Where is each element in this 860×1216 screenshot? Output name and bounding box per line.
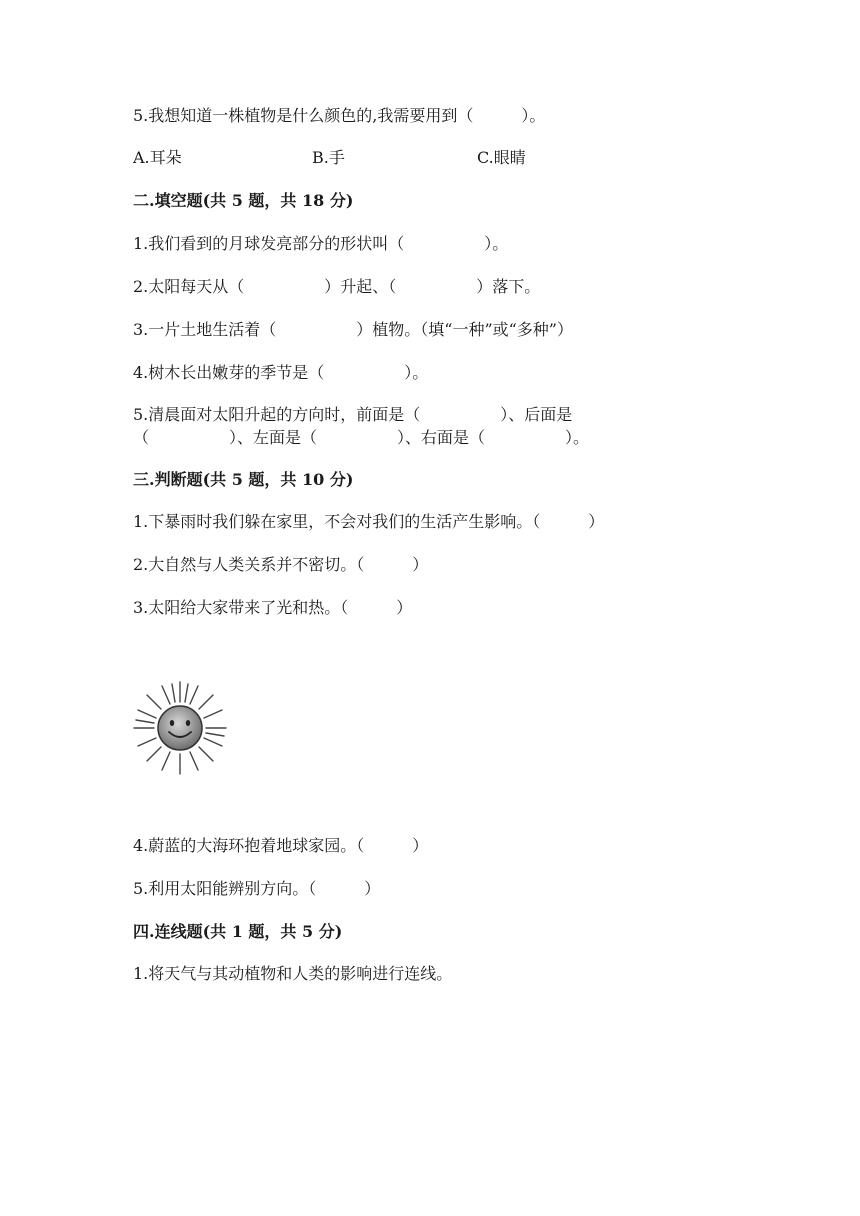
option-c: C.眼睛 <box>477 148 526 167</box>
fill-in-item-5-line-1: 5.清晨面对太阳升起的方向时，前面是（ ）、后面是 <box>133 405 573 424</box>
question-5-text: 5.我想知道一株植物是什么颜色的,我需要用到（ ）。 <box>133 106 546 125</box>
fill-in-item-1: 1.我们看到的月球发亮部分的形状叫（ ）。 <box>133 234 509 253</box>
matching-item-1: 1.将天气与其动植物和人类的影响进行连线。 <box>133 964 453 983</box>
fill-in-item-4: 4.树木长出嫩芽的季节是（ ）。 <box>133 363 429 382</box>
fill-in-item-5-line-2: （ ）、左面是（ ）、右面是（ ）。 <box>133 428 590 447</box>
fill-in-item-3: 3.一片土地生活着（ ）植物。（填“一种”或“多种”） <box>133 320 573 339</box>
true-false-item-4: 4.蔚蓝的大海环抱着地球家园。（ ） <box>133 836 429 855</box>
fill-in-item-2: 2.太阳每天从（ ）升起、（ ）落下。 <box>133 277 541 296</box>
true-false-item-5: 5.利用太阳能辨别方向。（ ） <box>133 879 381 898</box>
true-false-item-3: 3.太阳给大家带来了光和热。（ ） <box>133 598 413 617</box>
true-false-item-1: 1.下暴雨时我们躲在家里，不会对我们的生活产生影响。（ ） <box>133 512 605 531</box>
option-b: B.手 <box>312 148 345 167</box>
section-heading-matching: 四.连线题(共 1 题，共 5 分) <box>133 922 343 941</box>
section-heading-true-false: 三.判断题(共 5 题，共 10 分) <box>133 470 354 489</box>
true-false-item-2: 2.大自然与人类关系并不密切。（ ） <box>133 555 429 574</box>
option-a: A.耳朵 <box>133 148 182 167</box>
smiling-sun-icon <box>132 680 228 776</box>
section-heading-fill-in: 二.填空题(共 5 题，共 18 分) <box>133 191 354 210</box>
